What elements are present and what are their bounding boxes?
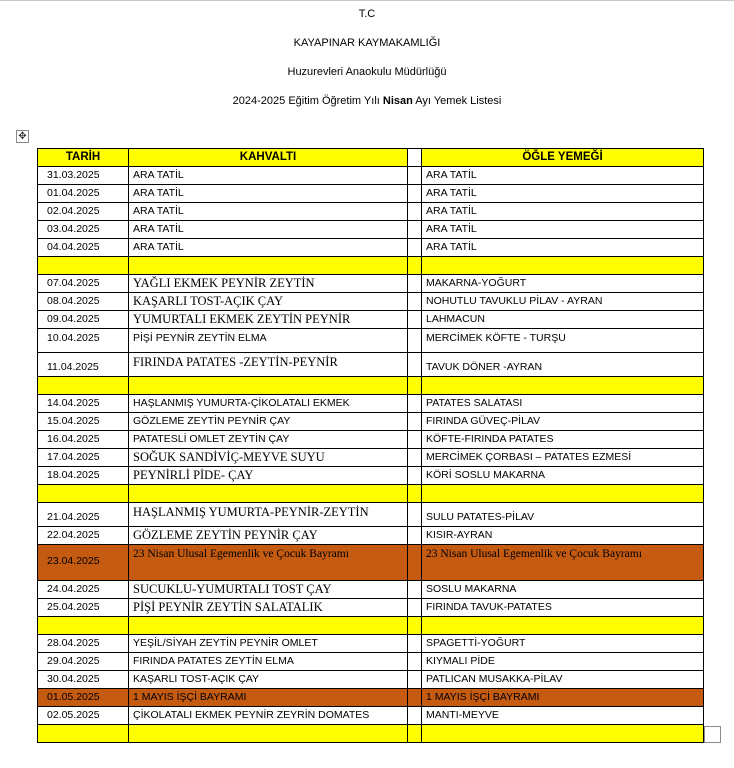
breakfast-cell: FIRINDA PATATES ZEYTİN ELMA xyxy=(129,653,408,671)
week-separator-row xyxy=(38,257,704,275)
table-row xyxy=(38,167,704,185)
title-month: Nisan xyxy=(382,95,413,107)
date-cell: 15.04.2025 xyxy=(38,413,129,431)
breakfast-cell: HAŞLANMIŞ YUMURTA-ÇİKOLATALI EKMEK xyxy=(129,395,408,413)
col-header-lunch: ÖĞLE YEMEĞİ xyxy=(422,149,704,167)
date-cell: 02.04.2025 xyxy=(38,203,129,221)
date-cell: 01.05.2025 xyxy=(38,689,129,707)
lunch-cell: 23 Nisan Ulusal Egemenlik ve Çocuk Bayramı xyxy=(422,545,704,581)
week-separator-row xyxy=(38,725,704,743)
lunch-cell: LAHMACUN xyxy=(422,311,704,329)
date-cell: 29.04.2025 xyxy=(38,653,129,671)
table-row xyxy=(38,599,704,617)
breakfast-cell: HAŞLANMIŞ YUMURTA-PEYNİR-ZEYTİN xyxy=(129,503,408,527)
table-row xyxy=(38,707,704,725)
lunch-cell: KIYMALI PİDE xyxy=(422,653,704,671)
table-row xyxy=(38,203,704,221)
gap-cell xyxy=(408,449,422,467)
date-cell: 09.04.2025 xyxy=(38,311,129,329)
gap-cell xyxy=(408,413,422,431)
lunch-cell: ARA TATİL xyxy=(422,221,704,239)
header-tc: T.C xyxy=(358,8,376,20)
table-row xyxy=(38,353,704,377)
date-cell: 07.04.2025 xyxy=(38,275,129,293)
table-row xyxy=(38,275,704,293)
date-cell: 04.04.2025 xyxy=(38,239,129,257)
page-top-border xyxy=(0,0,734,1)
breakfast-cell: ARA TATİL xyxy=(129,167,408,185)
lunch-cell: KÖFTE-FIRINDA PATATES xyxy=(422,431,704,449)
gap-cell xyxy=(408,293,422,311)
meal-table xyxy=(37,148,704,743)
breakfast-cell: FIRINDA PATATES -ZEYTİN-PEYNİR xyxy=(129,353,408,377)
date-cell: 01.04.2025 xyxy=(38,185,129,203)
gap-cell xyxy=(408,221,422,239)
table-row xyxy=(38,431,704,449)
header-school: Huzurevleri Anaokulu Müdürlüğü xyxy=(287,66,447,78)
breakfast-cell: KAŞARLI TOST-AÇIK ÇAY xyxy=(129,671,408,689)
col-header-gap xyxy=(408,149,422,167)
breakfast-cell: YEŞİL/SİYAH ZEYTİN PEYNİR OMLET xyxy=(129,635,408,653)
table-row xyxy=(38,293,704,311)
gap-cell xyxy=(408,353,422,377)
gap-cell xyxy=(408,203,422,221)
lunch-cell: ARA TATİL xyxy=(422,239,704,257)
breakfast-cell: PEYNİRLİ PİDE- ÇAY xyxy=(129,467,408,485)
gap-cell xyxy=(408,167,422,185)
gap-cell xyxy=(408,329,422,353)
date-cell: 28.04.2025 xyxy=(38,635,129,653)
breakfast-cell: PATATESLİ OMLET ZEYTİN ÇAY xyxy=(129,431,408,449)
lunch-cell: ARA TATİL xyxy=(422,167,704,185)
table-row xyxy=(38,329,704,353)
gap-cell xyxy=(408,581,422,599)
date-cell: 24.04.2025 xyxy=(38,581,129,599)
table-header-row xyxy=(38,149,704,167)
lunch-cell: FIRINDA GÜVEÇ-PİLAV xyxy=(422,413,704,431)
breakfast-cell: GÖZLEME ZEYTİN PEYNİR ÇAY xyxy=(129,527,408,545)
gap-cell xyxy=(408,635,422,653)
table-row xyxy=(38,527,704,545)
lunch-cell: 1 MAYIS İŞÇİ BAYRAMI xyxy=(422,689,704,707)
gap-cell xyxy=(408,395,422,413)
breakfast-cell: ÇİKOLATALI EKMEK PEYNİR ZEYRİN DOMATES xyxy=(129,707,408,725)
gap-cell xyxy=(408,239,422,257)
week-separator-row xyxy=(38,617,704,635)
breakfast-cell: KAŞARLI TOST-AÇIK ÇAY xyxy=(129,293,408,311)
lunch-cell: TAVUK DÖNER -AYRAN xyxy=(422,353,704,377)
date-cell: 16.04.2025 xyxy=(38,431,129,449)
breakfast-cell: YUMURTALI EKMEK ZEYTİN PEYNİR xyxy=(129,311,408,329)
table-row xyxy=(38,635,704,653)
lunch-cell: PATATES SALATASI xyxy=(422,395,704,413)
gap-cell xyxy=(408,545,422,581)
table-row xyxy=(38,413,704,431)
lunch-cell: KISIR-AYRAN xyxy=(422,527,704,545)
gap-cell xyxy=(408,185,422,203)
breakfast-cell: ARA TATİL xyxy=(129,203,408,221)
lunch-cell: FIRINDA TAVUK-PATATES xyxy=(422,599,704,617)
lunch-cell: MERCİMEK KÖFTE - TURŞU xyxy=(422,329,704,353)
holiday-row xyxy=(38,545,704,581)
lunch-cell: SPAGETTİ-YOĞURT xyxy=(422,635,704,653)
lunch-cell: MERCİMEK ÇORBASI – PATATES EZMESİ xyxy=(422,449,704,467)
gap-cell xyxy=(408,707,422,725)
breakfast-cell: YAĞLI EKMEK PEYNİR ZEYTİN xyxy=(129,275,408,293)
date-cell: 10.04.2025 xyxy=(38,329,129,353)
breakfast-cell: SUCUKLU-YUMURTALI TOST ÇAY xyxy=(129,581,408,599)
week-separator-row xyxy=(38,485,704,503)
gap-cell xyxy=(408,671,422,689)
holiday-row xyxy=(38,689,704,707)
date-cell: 02.05.2025 xyxy=(38,707,129,725)
date-cell: 08.04.2025 xyxy=(38,293,129,311)
lunch-cell: ARA TATİL xyxy=(422,203,704,221)
table-row xyxy=(38,581,704,599)
breakfast-cell: 23 Nisan Ulusal Egemenlik ve Çocuk Bayramı xyxy=(129,545,408,581)
lunch-cell: SOSLU MAKARNA xyxy=(422,581,704,599)
table-row xyxy=(38,671,704,689)
date-cell: 23.04.2025 xyxy=(38,545,129,581)
breakfast-cell: GÖZLEME ZEYTİN PEYNİR ÇAY xyxy=(129,413,408,431)
breakfast-cell: PİŞİ PEYNİR ZEYTİN ELMA xyxy=(129,329,408,353)
date-cell: 25.04.2025 xyxy=(38,599,129,617)
col-header-date: TARİH xyxy=(38,149,129,167)
lunch-cell: ARA TATİL xyxy=(422,185,704,203)
table-resize-handle[interactable] xyxy=(704,726,721,743)
breakfast-cell: 1 MAYIS İŞÇİ BAYRAMI xyxy=(129,689,408,707)
lunch-cell: KÖRİ SOSLU MAKARNA xyxy=(422,467,704,485)
gap-cell xyxy=(408,275,422,293)
table-row xyxy=(38,653,704,671)
breakfast-cell: SOĞUK SANDİVİÇ-MEYVE SUYU xyxy=(129,449,408,467)
gap-cell xyxy=(408,467,422,485)
gap-cell xyxy=(408,689,422,707)
date-cell: 18.04.2025 xyxy=(38,467,129,485)
date-cell: 11.04.2025 xyxy=(38,353,129,377)
header-title xyxy=(0,95,734,107)
breakfast-cell: ARA TATİL xyxy=(129,221,408,239)
breakfast-cell: PİŞİ PEYNİR ZEYTİN SALATALIK xyxy=(129,599,408,617)
table-row xyxy=(38,221,704,239)
title-suffix: Ayı Yemek Listesi xyxy=(412,95,502,107)
gap-cell xyxy=(408,527,422,545)
gap-cell xyxy=(408,431,422,449)
title-prefix: 2024-2025 Eğitim Öğretim Yılı xyxy=(232,95,383,107)
gap-cell xyxy=(408,653,422,671)
date-cell: 14.04.2025 xyxy=(38,395,129,413)
gap-cell xyxy=(408,311,422,329)
date-cell: 31.03.2025 xyxy=(38,167,129,185)
table-row xyxy=(38,311,704,329)
lunch-cell: MAKARNA-YOĞURT xyxy=(422,275,704,293)
lunch-cell: SULU PATATES-PİLAV xyxy=(422,503,704,527)
date-cell: 17.04.2025 xyxy=(38,449,129,467)
table-row xyxy=(38,239,704,257)
date-cell: 22.04.2025 xyxy=(38,527,129,545)
table-row xyxy=(38,395,704,413)
date-cell: 21.04.2025 xyxy=(38,503,129,527)
header-kaymakamlik: KAYAPINAR KAYMAKAMLIĞI xyxy=(293,37,441,49)
date-cell: 30.04.2025 xyxy=(38,671,129,689)
move-arrows-icon[interactable]: ✥ xyxy=(16,130,29,143)
week-separator-row xyxy=(38,377,704,395)
breakfast-cell: ARA TATİL xyxy=(129,239,408,257)
lunch-cell: NOHUTLU TAVUKLU PİLAV - AYRAN xyxy=(422,293,704,311)
breakfast-cell: ARA TATİL xyxy=(129,185,408,203)
table-row xyxy=(38,467,704,485)
lunch-cell: MANTI-MEYVE xyxy=(422,707,704,725)
date-cell: 03.04.2025 xyxy=(38,221,129,239)
table-row xyxy=(38,185,704,203)
col-header-breakfast: KAHVALTI xyxy=(129,149,408,167)
table-row xyxy=(38,449,704,467)
table-row xyxy=(38,503,704,527)
gap-cell xyxy=(408,503,422,527)
lunch-cell: PATLICAN MUSAKKA-PİLAV xyxy=(422,671,704,689)
gap-cell xyxy=(408,599,422,617)
